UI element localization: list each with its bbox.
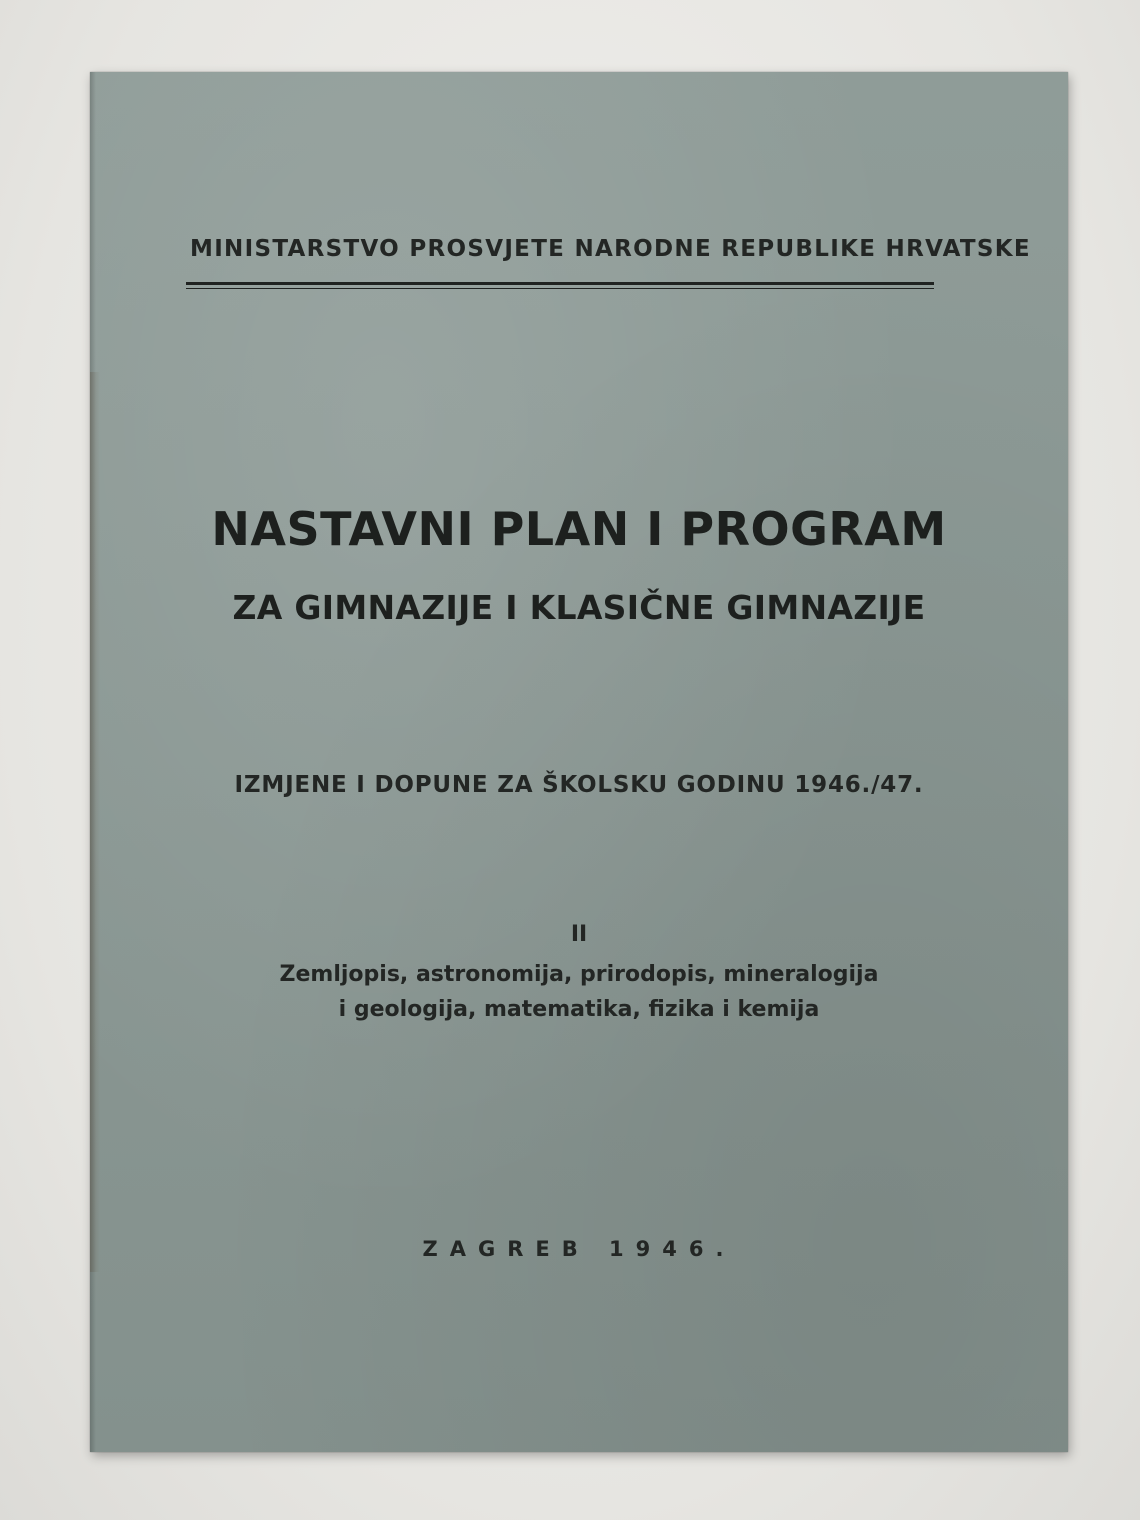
subjects-line-2: i geologija, matematika, fizika i kemija	[338, 997, 820, 1022]
amendments-line: IZMJENE I DOPUNE ZA ŠKOLSKU GODINU 1946./47.	[234, 772, 924, 798]
part-number: II	[570, 922, 588, 947]
publisher-line: MINISTARSTVO PROSVJETE NARODNE REPUBLIKE HRVATSKE	[190, 236, 1031, 262]
cover-subtitle: ZA GIMNAZIJE I KLASIČNE GIMNAZIJE	[232, 588, 926, 627]
subjects-list	[90, 957, 1068, 1027]
booklet-cover	[90, 72, 1068, 1452]
subjects-line-1: Zemljopis, astronomija, prirodopis, mineralogija	[279, 962, 879, 987]
double-rule-thin	[186, 288, 934, 289]
double-rule-thick	[186, 282, 934, 285]
place-and-year: ZAGREB 1946.	[422, 1237, 736, 1261]
cover-title: NASTAVNI PLAN I PROGRAM	[211, 502, 947, 556]
